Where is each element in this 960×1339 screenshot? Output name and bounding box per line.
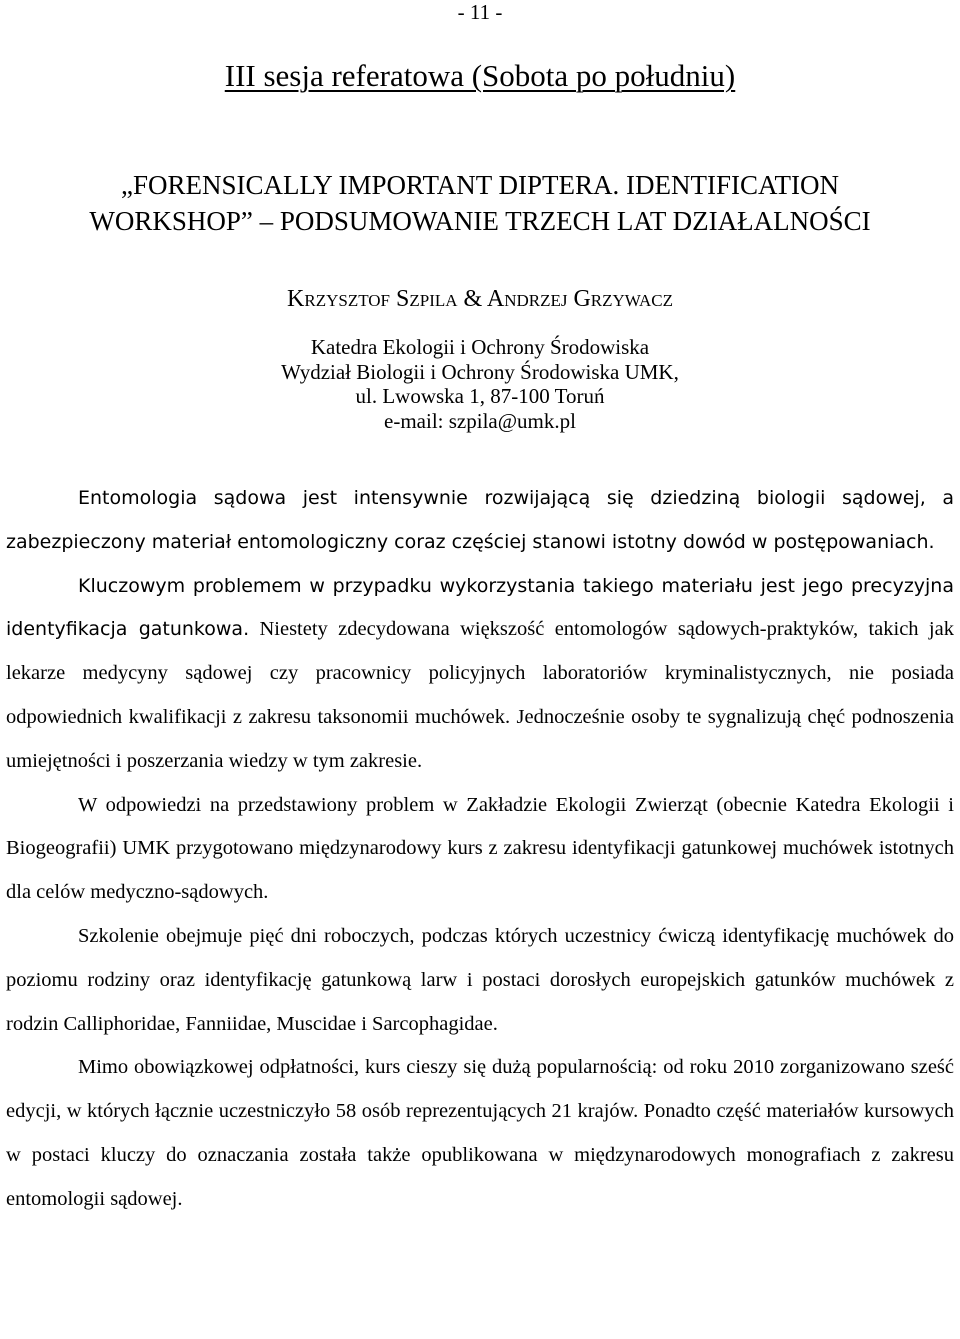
authors: Krzysztof Szpila & Andrzej Grzywacz — [287, 286, 673, 312]
abstract-paragraph-5: Mimo obowiązkowej odpłatności, kurs cieszy się dużą popularnością: od roku 2010 zorganizowano sześć edycji, w których łącznie uczestniczyło 58 osób reprezentujących 21 krajów. Ponadto część materiałów kursowych w postaci kluczy do oznaczania została także opublikowana w międzynarodowych monografiach z zakresu entomologii sądowej. — [6, 1056, 954, 1210]
abstract — [6, 477, 954, 1222]
affiliation — [0, 335, 960, 433]
talk-title-line-2: WORKSHOP” – PODSUMOWANIE TRZECH LAT DZIAŁALNOŚCI — [89, 206, 871, 236]
abstract-paragraph-2-start: Kluczowym problemem w przypadku wykorzystania takiego materiału jest jego precyzyjna identyfikacja gatunkowa. — [6, 574, 954, 641]
affiliation-email: e-mail: szpila@umk.pl — [384, 408, 576, 433]
talk-title — [0, 167, 960, 239]
session-title — [0, 58, 960, 94]
page-number: - 11 - — [457, 0, 503, 24]
abstract-paragraph-4: Szkolenie obejmuje pięć dni roboczych, podczas których uczestnicy ćwiczą identyfikację muchówek do poziomu rodziny oraz identyfikację gatunkową larw i postaci dorosłych europejskich gatunków muchówek z rodzin Calliphoridae, Fanniidae, Muscidae i Sarcophagidae. — [6, 924, 954, 1035]
affiliation-department: Katedra Ekologii i Ochrony Środowiska — [310, 335, 650, 359]
talk-title-line-1: „FORENSICALLY IMPORTANT DIPTERA. IDENTIFICATION — [121, 170, 839, 200]
affiliation-address: ul. Lwowska 1, 87-100 Toruń — [355, 384, 605, 408]
abstract-paragraph-3: W odpowiedzi na przedstawiony problem w Zakładzie Ekologii Zwierząt (obecnie Katedra Ekologii i Biogeografii) UMK przygotowano międzynarodowy kurs z zakresu identyfikacji gatunkowej muchówek istotnych dla celów medyczno-sądowych. — [6, 793, 954, 904]
abstract-paragraph-2 — [6, 565, 954, 784]
session-title-text: III sesja referatowa (Sobota po południu) — [224, 58, 736, 93]
affiliation-faculty: Wydział Biologii i Ochrony Środowiska UMK, — [281, 359, 679, 384]
abstract-paragraph-2-rest: Niestety zdecydowana większość entomologów sądowych-praktyków, takich jak lekarze medycyny sądowej czy pracownicy policyjnych laboratoriów kryminalistycznych, nie posiada odpowiednich kwalifikacji z zakresu taksonomii muchówek. Jednocześnie osoby te sygnalizują chęć podnoszenia umiejętności i poszerzania wiedzy w tym zakresie. — [6, 618, 954, 772]
abstract-paragraph-1: Entomologia sądowa jest intensywnie rozwijającą się dziedziną biologii sądowej, a zabezpieczony materiał entomologiczny coraz częściej stanowi istotny dowód w postępowaniach. — [6, 487, 954, 553]
